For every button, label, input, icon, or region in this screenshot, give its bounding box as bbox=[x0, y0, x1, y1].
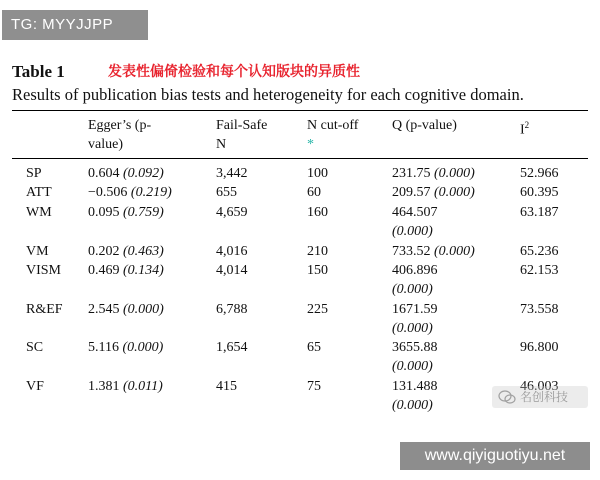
cell-failsafe: 6,788 bbox=[216, 302, 248, 317]
cell-q: 231.75 (0.000) bbox=[392, 166, 475, 181]
asterisk-mark: * bbox=[307, 137, 314, 152]
cell-egger: 0.095 (0.759) bbox=[88, 205, 164, 220]
cell-failsafe: 3,442 bbox=[216, 166, 248, 181]
cell-q: 209.57 (0.000) bbox=[392, 185, 475, 200]
cell-q: 1671.59 (0.000) bbox=[392, 302, 438, 336]
cell-domain: WM bbox=[26, 205, 52, 220]
cell-failsafe: 4,014 bbox=[216, 263, 248, 278]
cell-cutoff: 210 bbox=[307, 244, 328, 259]
cell-cutoff: 100 bbox=[307, 166, 328, 181]
tg-watermark: TG: MYYJJPP bbox=[2, 10, 148, 40]
header-i2: $I^2$ bbox=[520, 120, 530, 138]
cell-i2: 63.187 bbox=[520, 205, 559, 220]
cell-egger: 0.604 (0.092) bbox=[88, 166, 164, 181]
table-row bbox=[0, 203, 600, 241]
wechat-icon bbox=[498, 390, 516, 404]
cell-i2: 62.153 bbox=[520, 263, 559, 278]
cell-cutoff: 150 bbox=[307, 263, 328, 278]
header-ncutoff: N cut-off * bbox=[307, 118, 359, 152]
cell-egger: 1.381 (0.011) bbox=[88, 379, 163, 394]
cell-egger: 5.116 (0.000) bbox=[88, 340, 164, 355]
cell-cutoff: 225 bbox=[307, 302, 328, 317]
cell-domain: VF bbox=[26, 379, 44, 394]
cell-failsafe: 415 bbox=[216, 379, 237, 394]
url-watermark: www.qiyiguotiyu.net bbox=[400, 442, 590, 470]
cell-cutoff: 75 bbox=[307, 379, 321, 394]
cell-q: 406.896 (0.000) bbox=[392, 263, 438, 297]
table-header-rule bbox=[12, 158, 588, 159]
cell-domain: VISM bbox=[26, 263, 62, 278]
chinese-title: 发表性偏倚检验和每个认知版块的异质性 bbox=[108, 64, 360, 80]
cell-domain: SC bbox=[26, 340, 44, 355]
brand-watermark: 名创科技 bbox=[492, 386, 588, 408]
table-row bbox=[0, 300, 600, 338]
cell-q: 464.507 (0.000) bbox=[392, 205, 438, 239]
cell-domain: ATT bbox=[26, 185, 52, 200]
cell-domain: SP bbox=[26, 166, 42, 181]
cell-failsafe: 655 bbox=[216, 185, 237, 200]
header-failsafe: Fail-Safe N bbox=[216, 118, 268, 152]
cell-i2: 73.558 bbox=[520, 302, 559, 317]
cell-cutoff: 65 bbox=[307, 340, 321, 355]
cell-q: 733.52 (0.000) bbox=[392, 244, 475, 259]
cell-egger: 0.202 (0.463) bbox=[88, 244, 164, 259]
cell-failsafe: 4,659 bbox=[216, 205, 248, 220]
cell-q: 3655.88 (0.000) bbox=[392, 340, 438, 374]
cell-i2: 96.800 bbox=[520, 340, 559, 355]
cell-i2: 46.003 bbox=[520, 379, 559, 394]
header-eggers: Egger’s (p- value) bbox=[88, 118, 152, 152]
cell-domain: R&EF bbox=[26, 302, 63, 317]
cell-i2: 65.236 bbox=[520, 244, 559, 259]
cell-failsafe: 4,016 bbox=[216, 244, 248, 259]
cell-egger: −0.506 (0.219) bbox=[88, 185, 172, 200]
table-row bbox=[0, 338, 600, 376]
cell-domain: VM bbox=[26, 244, 49, 259]
cell-cutoff: 160 bbox=[307, 205, 328, 220]
header-q: Q (p-value) bbox=[392, 118, 457, 133]
table-label: Table 1 bbox=[12, 62, 65, 81]
cell-i2: 60.395 bbox=[520, 185, 559, 200]
cell-cutoff: 60 bbox=[307, 185, 321, 200]
cell-q: 131.488 (0.000) bbox=[392, 379, 438, 413]
table-top-rule bbox=[12, 110, 588, 111]
cell-i2: 52.966 bbox=[520, 166, 559, 181]
cell-egger: 2.545 (0.000) bbox=[88, 302, 164, 317]
table-row bbox=[0, 261, 600, 299]
cell-egger: 0.469 (0.134) bbox=[88, 263, 164, 278]
cell-failsafe: 1,654 bbox=[216, 340, 248, 355]
table-caption: Results of publication bias tests and heterogeneity for each cognitive domain. bbox=[12, 85, 524, 104]
